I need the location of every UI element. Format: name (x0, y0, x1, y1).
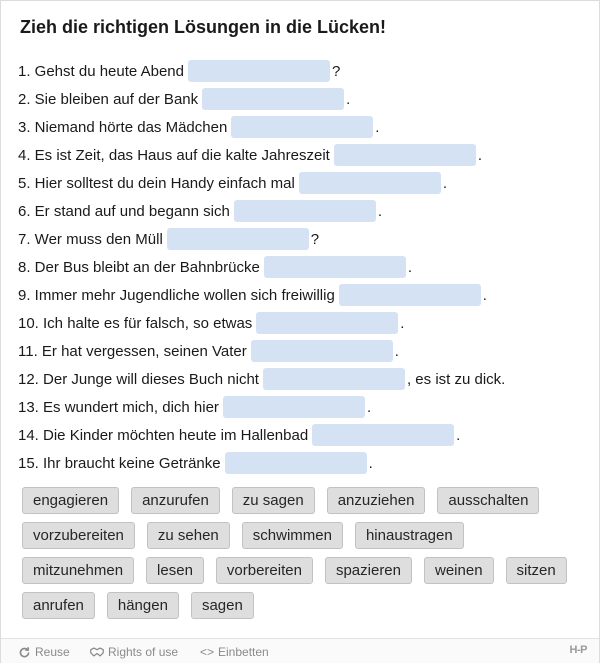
drop-zone[interactable] (299, 172, 441, 194)
question-suffix: . (375, 118, 380, 136)
drop-zone[interactable] (234, 200, 376, 222)
question-text: 6. Er stand auf und begann sich (18, 202, 230, 220)
question-text: 11. Er hat vergessen, seinen Vater (18, 342, 247, 360)
drop-zone[interactable] (223, 396, 365, 418)
question-text: 3. Niemand hörte das Mädchen (18, 118, 228, 136)
draggable-word[interactable]: anzuziehen (327, 487, 426, 514)
drop-zone[interactable] (202, 88, 344, 110)
drop-zone[interactable] (264, 256, 406, 278)
question-text: 7. Wer muss den Müll (18, 230, 163, 248)
question-row (18, 421, 588, 449)
handshake-icon (90, 646, 104, 658)
question-suffix: . (456, 426, 461, 444)
draggable-word[interactable]: anrufen (22, 592, 95, 619)
question-text: 4. Es ist Zeit, das Haus auf die kalte Jahreszeit (18, 146, 330, 164)
question-suffix: ? (310, 230, 320, 248)
question-row (18, 169, 588, 197)
reuse-button[interactable] (18, 645, 70, 659)
h5p-logo[interactable]: H-P (569, 644, 587, 656)
question-text: 2. Sie bleiben auf der Bank (18, 90, 199, 108)
question-suffix: . (368, 454, 373, 472)
question-suffix: . (482, 286, 487, 304)
question-suffix: . (366, 398, 372, 416)
reuse-label: Reuse (35, 645, 70, 659)
draggable-word[interactable]: vorbereiten (216, 557, 313, 584)
question-text: 8. Der Bus bleibt an der Bahnbrücke (18, 258, 260, 276)
question-text: 12. Der Junge will dieses Buch nicht (18, 370, 259, 388)
question-suffix: . (442, 174, 447, 192)
question-suffix: . (394, 342, 399, 360)
word-bank (22, 487, 582, 627)
draggable-word[interactable]: anzurufen (131, 487, 220, 514)
question-text: 5. Hier solltest du dein Handy einfach mal (18, 174, 295, 192)
question-row (18, 309, 588, 337)
draggable-word[interactable]: weinen (424, 557, 494, 584)
drop-zone[interactable] (225, 452, 367, 474)
code-icon: <> (200, 645, 215, 659)
question-list (18, 57, 588, 477)
question-row (18, 85, 588, 113)
draggable-word[interactable]: hängen (107, 592, 179, 619)
draggable-word[interactable]: mitzunehmen (22, 557, 134, 584)
question-suffix: ? (331, 62, 341, 80)
question-suffix: . (477, 146, 482, 164)
question-row (18, 113, 588, 141)
question-row (18, 57, 588, 85)
question-row (18, 141, 588, 169)
question-text: 9. Immer mehr Jugendliche wollen sich freiwillig (18, 286, 335, 304)
question-text: 10. Ich halte es für falsch, so etwas (18, 314, 253, 332)
task-title: Zieh die richtigen Lösungen in die Lücken! (20, 17, 387, 37)
question-text: 15. Ihr braucht keine Getränke (18, 454, 221, 472)
question-row (18, 393, 588, 421)
question-row (18, 253, 588, 281)
draggable-word[interactable]: hinaustragen (355, 522, 464, 549)
question-text: 14. Die Kinder möchten heute im Hallenbad (18, 426, 309, 444)
question-row (18, 337, 588, 365)
drop-zone[interactable] (339, 284, 481, 306)
draggable-word[interactable]: zu sagen (232, 487, 315, 514)
question-row (18, 225, 588, 253)
draggable-word[interactable]: ausschalten (437, 487, 539, 514)
drop-zone[interactable] (312, 424, 454, 446)
question-suffix: , es ist zu dick. (406, 370, 506, 388)
drop-zone[interactable] (188, 60, 330, 82)
draggable-word[interactable]: vorzubereiten (22, 522, 135, 549)
draggable-word[interactable]: schwimmen (242, 522, 343, 549)
draggable-word[interactable]: engagieren (22, 487, 119, 514)
drop-zone[interactable] (256, 312, 398, 334)
embed-button[interactable] (200, 645, 269, 659)
footer-bar (1, 638, 599, 663)
drop-zone[interactable] (263, 368, 405, 390)
question-row (18, 365, 588, 393)
drop-zone[interactable] (334, 144, 476, 166)
embed-label: Einbetten (218, 645, 269, 659)
draggable-word[interactable]: sagen (191, 592, 254, 619)
question-row (18, 281, 588, 309)
drop-zone[interactable] (231, 116, 373, 138)
draggable-word[interactable]: spazieren (325, 557, 412, 584)
question-suffix: . (377, 202, 382, 220)
question-text: 1. Gehst du heute Abend (18, 62, 184, 80)
reuse-icon (18, 646, 31, 659)
drop-zone[interactable] (167, 228, 309, 250)
question-suffix: . (407, 258, 412, 276)
draggable-word[interactable]: zu sehen (147, 522, 230, 549)
draggable-word[interactable]: sitzen (506, 557, 567, 584)
rights-of-use-label: Rights of use (108, 645, 179, 659)
draggable-word[interactable]: lesen (146, 557, 204, 584)
drop-zone[interactable] (251, 340, 393, 362)
question-row (18, 197, 588, 225)
question-suffix: . (400, 314, 405, 332)
rights-of-use-button[interactable] (90, 645, 178, 659)
question-row (18, 449, 588, 477)
question-suffix: . (346, 90, 351, 108)
question-text: 13. Es wundert mich, dich hier (18, 398, 219, 416)
